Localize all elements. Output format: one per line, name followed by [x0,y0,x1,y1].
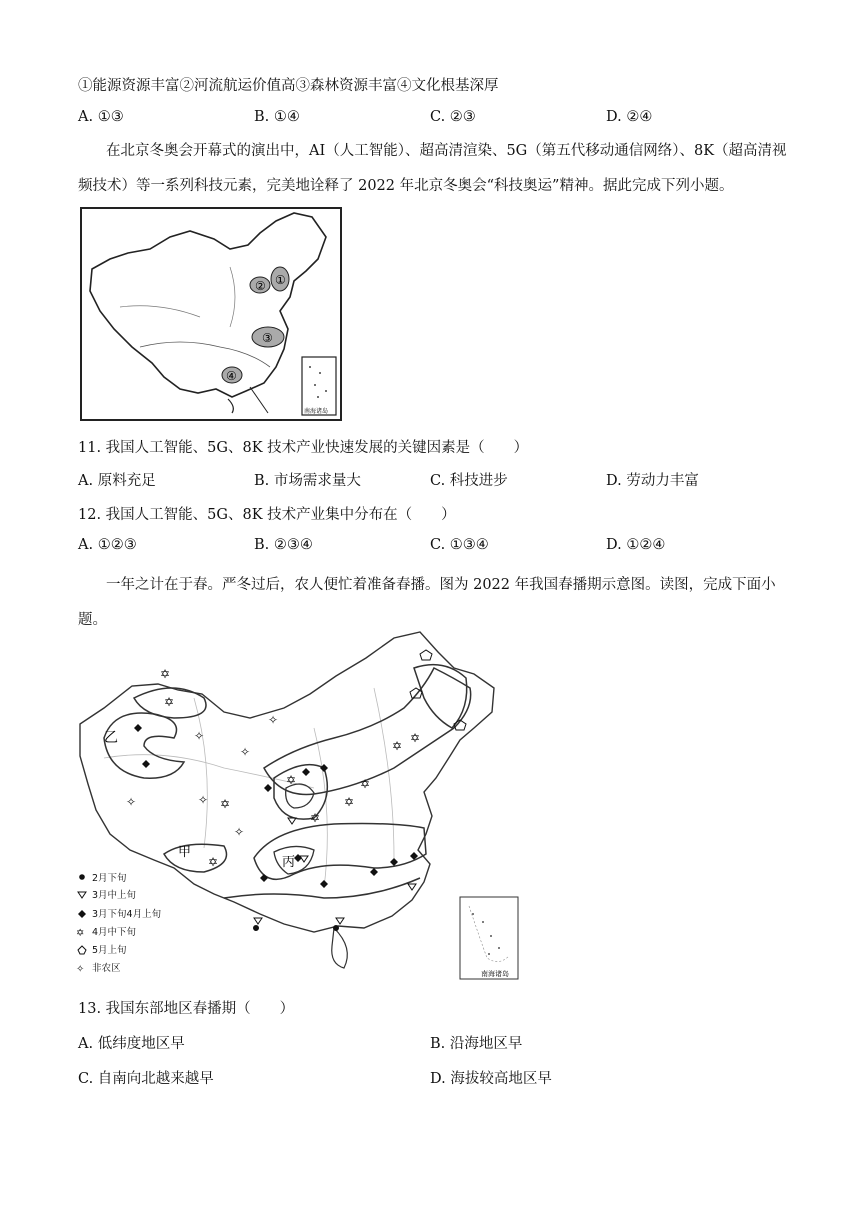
svg-text:✧: ✧ [194,729,205,743]
q12-option-d[interactable]: D. ①②④ [606,537,666,553]
svg-text:✧: ✧ [76,964,85,975]
map1-inset-label: 南海诸岛 [304,408,329,415]
legend-mar-late-apr-early: 3月下旬4月上旬 [92,909,162,920]
svg-text:✧: ✧ [198,793,209,807]
map2-inset-label: 南海诸岛 [481,970,509,978]
q11-option-b[interactable]: B. 市场需求量大 [254,473,361,489]
passage-spring-sowing: 一年之计在于春。严冬过后，农人便忙着准备春播。图为 2022 年我国春播期示意图。读图，完成下面小题。 [78,577,776,628]
china-map-tech [80,207,342,421]
legend-may-early: 5月上旬 [92,945,127,956]
map2-region-bing: 丙 [282,855,296,870]
china-spring-sowing-map [74,628,524,983]
top-options-line: ①能源资源丰富②河流航运价值高③森林资源丰富④文化根基深厚 [78,78,499,94]
q11-option-d[interactable]: D. 劳动力丰富 [606,473,699,489]
map2-legend [76,872,161,975]
q10-option-c[interactable]: C. ②③ [430,109,476,125]
svg-text:✡: ✡ [344,795,355,809]
svg-text:✧: ✧ [240,745,251,759]
q13-stem: 13. 我国东部地区春播期（ ） [78,1001,295,1017]
q13-option-a[interactable]: A. 低纬度地区早 [78,1036,185,1052]
svg-text:✡: ✡ [164,695,175,709]
svg-text:✧: ✧ [234,825,245,839]
legend-apr-mid-late: 4月中下旬 [92,927,137,938]
svg-text:✡: ✡ [208,855,219,869]
q11-option-a[interactable]: A. 原料充足 [78,473,156,489]
map2-inset [459,896,519,980]
svg-text:✡: ✡ [410,731,421,745]
svg-text:✡: ✡ [286,773,297,787]
legend-non-agricultural: 非农区 [92,963,121,974]
map2-region-jia: 甲 [178,845,192,860]
map1-label-2: ② [255,279,266,293]
map1-label-3: ③ [262,331,273,345]
svg-text:✧: ✧ [126,795,137,809]
q13-option-c[interactable]: C. 自南向北越来越早 [78,1071,214,1087]
map1-label-4: ④ [226,369,237,383]
q12-option-b[interactable]: B. ②③④ [254,537,313,553]
legend-mar-early: 3月中上旬 [92,890,137,901]
legend-feb-late: 2月下旬 [92,873,127,884]
q13-option-d[interactable]: D. 海拔较高地区早 [430,1071,552,1087]
q10-option-a[interactable]: A. ①③ [78,109,124,125]
svg-text:✡: ✡ [76,928,85,939]
svg-text:✡: ✡ [220,797,231,811]
svg-text:✧: ✧ [268,713,279,727]
q12-option-a[interactable]: A. ①②③ [78,537,137,553]
svg-text:✡: ✡ [360,777,371,791]
q13-option-b[interactable]: B. 沿海地区早 [430,1036,523,1052]
svg-text:✡: ✡ [310,811,321,825]
q12-option-c[interactable]: C. ①③④ [430,537,489,553]
passage-olympics: 在北京冬奥会开幕式的演出中，AI（人工智能）、超高清渲染、5G（第五代移动通信网络）、8K（超高清视频技术）等一系列科技元素，完美地诠释了 2022 年北京冬奥会“科技奥运”精神。据此完成下列小题。 [78,143,787,194]
q11-stem: 11. 我国人工智能、5G、8K 技术产业快速发展的关键因素是（ ） [78,440,529,456]
q12-stem: 12. 我国人工智能、5G、8K 技术产业集中分布在（ ） [78,507,456,523]
map1-label-1: ① [275,273,286,287]
svg-text:✡: ✡ [160,667,171,681]
q11-option-c[interactable]: C. 科技进步 [430,473,508,489]
q10-option-b[interactable]: B. ①④ [254,109,300,125]
svg-text:✡: ✡ [392,739,403,753]
map2-region-yi: 乙 [104,730,118,746]
q10-option-d[interactable]: D. ②④ [606,109,653,125]
